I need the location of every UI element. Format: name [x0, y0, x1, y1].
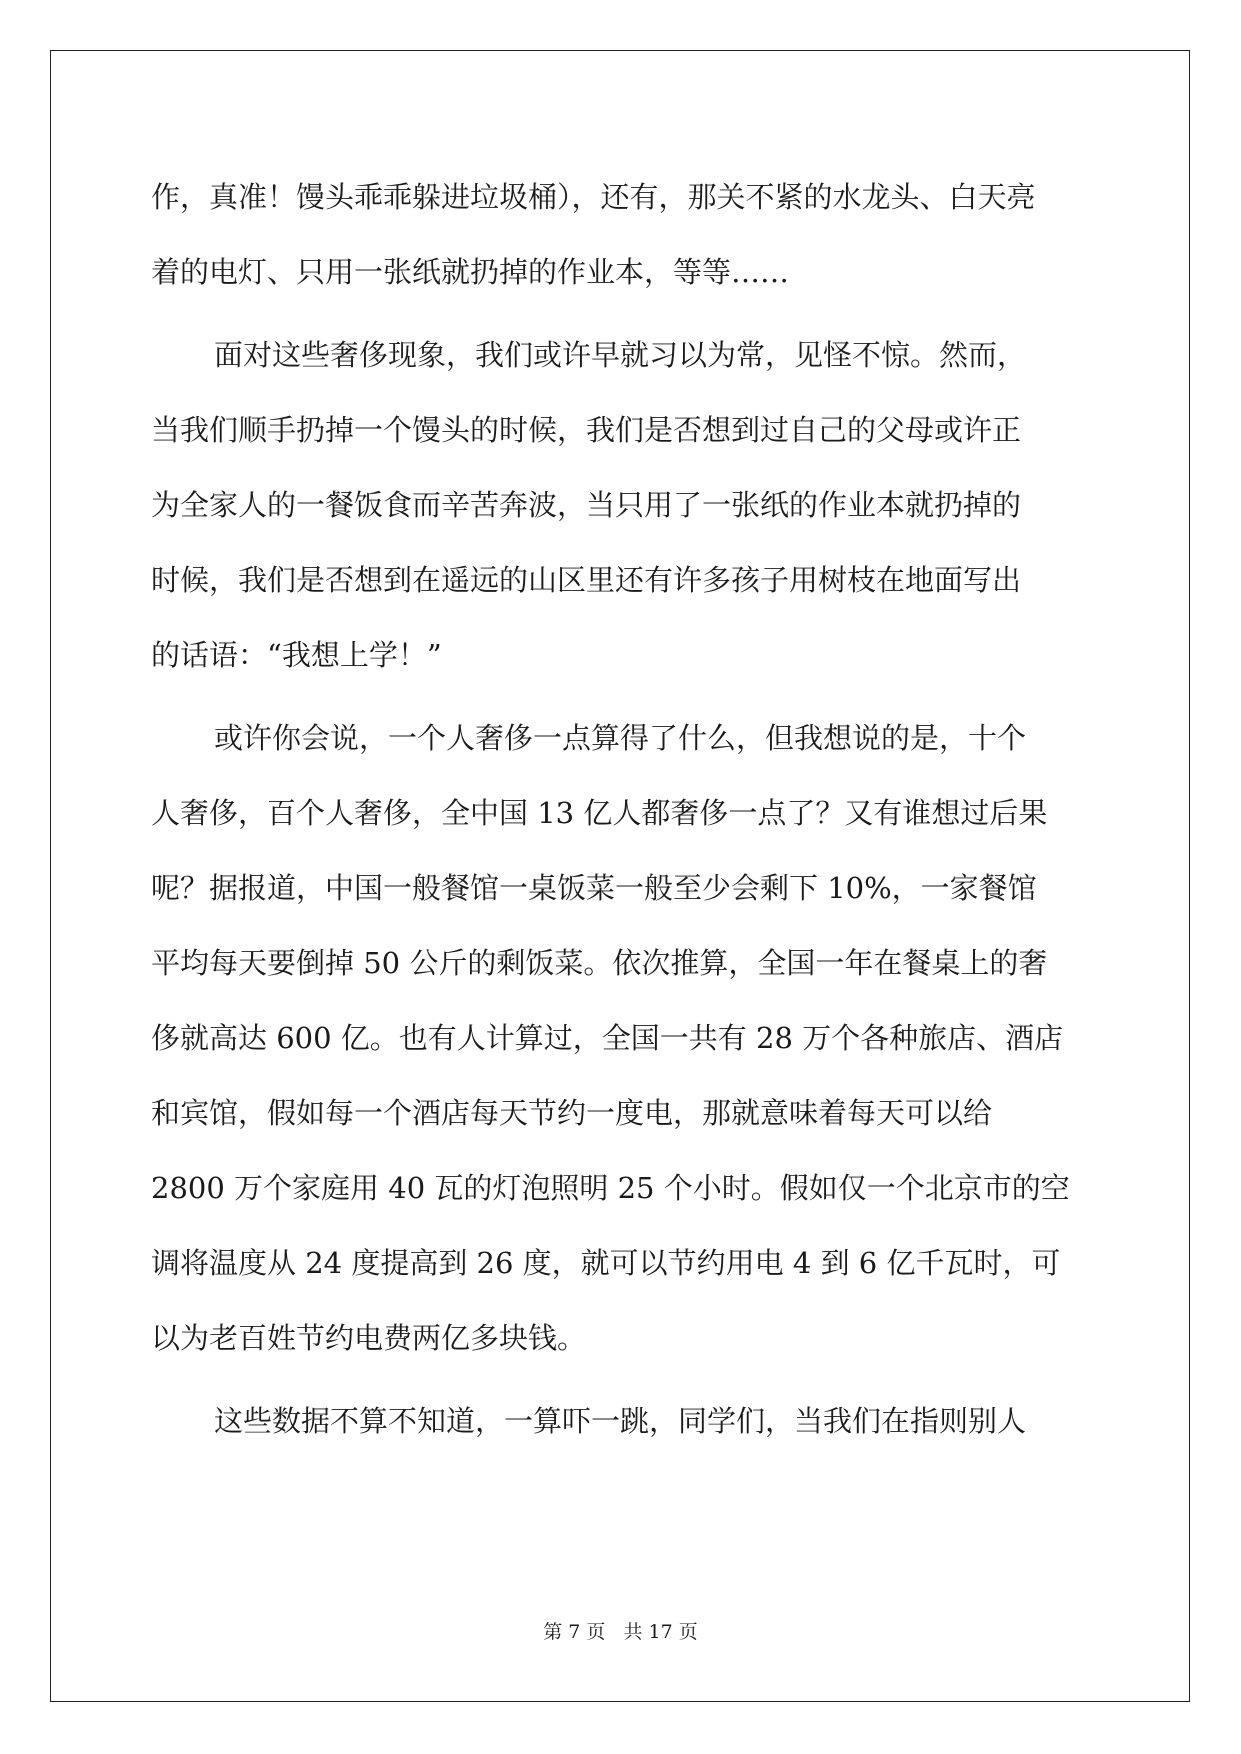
- text-line: 人奢侈，百个人奢侈，全中国 13 亿人都奢侈一点了？又有谁想过后果: [151, 796, 1048, 830]
- text-line: 呢？据报道，中国一般餐馆一桌饭菜一般至少会剩下 10%，一家餐馆: [151, 871, 1037, 905]
- text-line: 调将温度从 24 度提高到 26 度，就可以节约用电 4 到 6 亿千瓦时，可: [151, 1246, 1061, 1280]
- page-number: 第 7 页: [543, 1621, 606, 1643]
- text-line: 和宾馆，假如每一个酒店每天节约一度电，那就意味着每天可以给: [151, 1096, 993, 1130]
- paragraph-start-line: 或许你会说，一个人奢侈一点算得了什么，但我想说的是，十个: [214, 721, 1027, 755]
- text-line: 2800 万个家庭用 40 瓦的灯泡照明 25 个小时。假如仅一个北京市的空: [151, 1171, 1070, 1205]
- page-footer: [0, 1617, 1241, 1644]
- text-line: 着的电灯、只用一张纸就扔掉的作业本，等等……: [151, 255, 790, 289]
- text-line: 以为老百姓节约电费两亿多块钱。: [151, 1321, 587, 1355]
- text-line: 平均每天要倒掉 50 公斤的剩饭菜。依次推算，全国一年在餐桌上的奢: [151, 946, 1048, 980]
- paragraph-start-line: 这些数据不算不知道，一算吓一跳，同学们，当我们在指则别人: [214, 1404, 1027, 1438]
- text-line: 时候，我们是否想到在遥远的山区里还有许多孩子用树枝在地面写出: [151, 563, 1022, 597]
- text-line: 当我们顺手扔掉一个馒头的时候，我们是否想到过自己的父母或许正: [151, 413, 1022, 447]
- text-line: 作，真准！馒头乖乖躲进垃圾桶），还有，那关不紧的水龙头、白天亮: [151, 180, 1036, 214]
- document-body: [151, 160, 1091, 1459]
- text-line: 的话语：“我想上学！”: [151, 638, 442, 672]
- text-line: 侈就高达 600 亿。也有人计算过，全国一共有 28 万个各种旅店、酒店: [151, 1021, 1064, 1055]
- text-line: 为全家人的一餐饭食而辛苦奔波，当只用了一张纸的作业本就扔掉的: [151, 488, 1022, 522]
- page-total: 共 17 页: [623, 1621, 698, 1643]
- paragraph-start-line: 面对这些奢侈现象，我们或许早就习以为常，见怪不惊。然而，: [214, 338, 1027, 372]
